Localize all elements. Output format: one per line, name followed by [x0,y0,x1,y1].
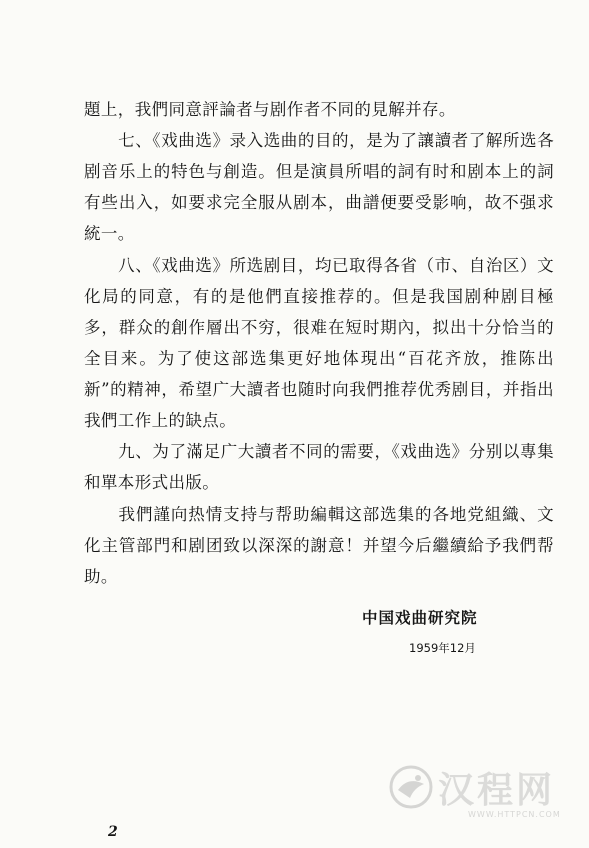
paragraph-thanks-text: 我們謹向热情支持与帮助編輯这部选集的各地党組織、文化主管部門和剧团致以深深的謝意！并望今后繼續給予我們帮助。 [84,505,554,586]
paragraph-thanks [84,499,554,592]
signature-organization: 中国戏曲研究院 [362,609,478,627]
watermark-url: WWW.HTTPCN.COM [468,810,561,819]
paragraph-9-text: 九、为了滿足广大讀者不同的需要，《戏曲选》分别以專集和單本形式出版。 [84,442,554,492]
watermark [386,756,578,836]
paragraph-8 [84,250,554,436]
paragraph-8-text: 八、《戏曲选》所选剧目，均已取得各省（市、自治区）文化局的同意，有的是他們直接推荐的。但是我国剧种剧目極多，群众的創作層出不穷，很难在短时期內，拟出十分恰当的全目来。为了使这部选集更好地体現出“百花齐放，推陈出新”的精神，希望广大讀者也随时向我們推荐优秀剧目，并指出我們工作上的缺点。 [84,256,554,430]
signature-date: 1959年12月 [409,641,476,655]
page-number: 2 [108,824,118,840]
paragraph-9 [84,436,554,498]
watermark-text: 汉程网 [438,770,556,811]
paragraph-1 [84,94,554,125]
watermark-logo-icon [386,762,436,812]
paragraph-7 [84,125,554,249]
paragraph-7-text: 七、《戏曲选》录入选曲的目的，是为了讓讀者了解所选各剧音乐上的特色与創造。但是演員所唱的詞有时和剧本上的詞有些出入，如要求完全服从剧本，曲譜便要受影响，故不强求統一。 [84,131,554,243]
paragraph-1-text: 題上，我們同意評論者与剧作者不同的見解并存。 [84,100,456,119]
